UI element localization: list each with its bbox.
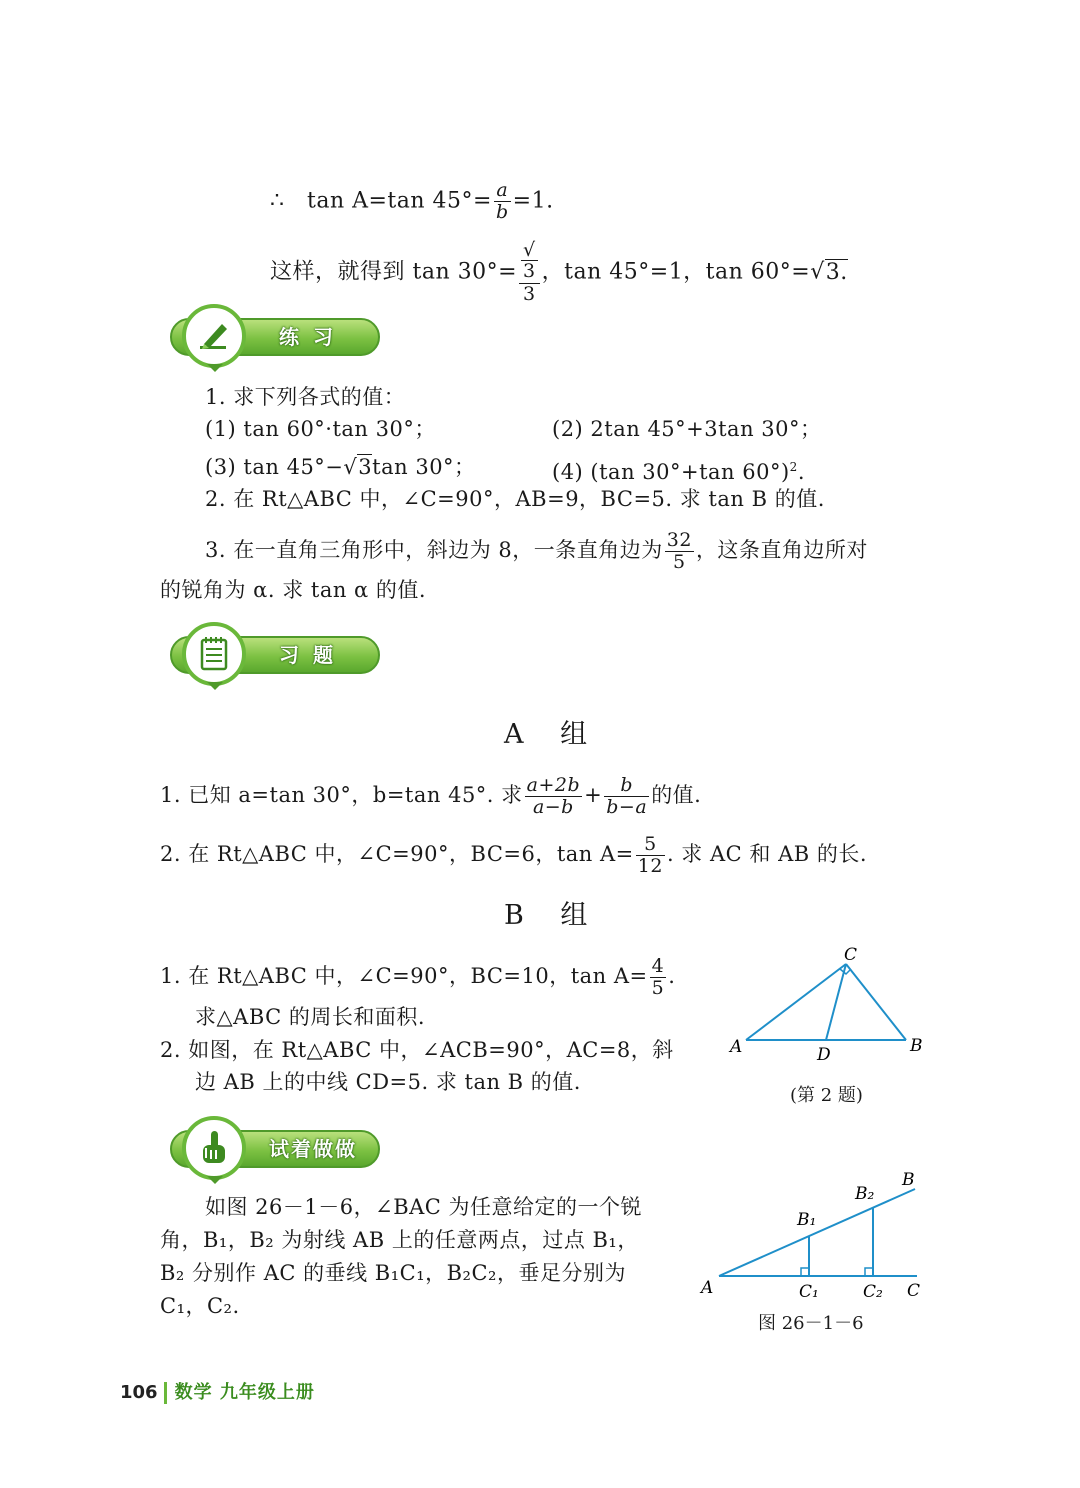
label-b1: B₁ [797, 1210, 817, 1230]
practice-q2: 2. 在 Rt△ABC 中，∠C=90°，AB=9，BC=5. 求 tan B 的值. [205, 487, 825, 511]
book-title: 数学 九年级上册 [174, 1382, 315, 1403]
label-a: A [730, 1037, 743, 1057]
group-a-heading: A 组 [504, 719, 602, 750]
fraction-a-over-b: $\frac{a}{b}$ [495, 179, 509, 223]
practice-banner [158, 318, 382, 358]
summary-line: 这样，就得到 tan 30°= √ 3 3 ，tan 45°=1，tan 60°=√3. [270, 239, 848, 305]
right-angle-c1 [801, 1268, 809, 1276]
try-it-banner [158, 1130, 382, 1170]
practice-q1-stem: 1. 求下列各式的值： [205, 385, 406, 409]
try-it-line3: B₂ 分别作 AC 的垂线 B₁C₁，B₂C₂，垂足分别为 [160, 1261, 626, 1285]
fraction-4-over-5: $\frac{4}{5}$ [651, 955, 665, 999]
group-b-heading: B 组 [504, 900, 602, 931]
try-it-line1: 如图 26－1－6，∠BAC 为任意给定的一个锐 [205, 1195, 643, 1219]
label-b: B [910, 1036, 923, 1056]
label-c: C [844, 945, 858, 965]
label-c: C [907, 1281, 921, 1301]
side-bc [846, 964, 906, 1040]
page-number: 106 [120, 1382, 158, 1403]
exercise-a2: 2. 在 Rt△ABC 中，∠C=90°，BC=6，tan A= $\frac{5}{12}$ . 求 AC 和 AB 的长. [160, 833, 868, 877]
label-d: D [817, 1045, 831, 1065]
ray-ab [719, 1189, 915, 1276]
practice-q3-line2: 的锐角为 α. 求 tan α 的值. [160, 578, 427, 602]
exercise-a1: 1. 已知 a=tan 30°，b=tan 45°. 求 $\frac{a+2b}{a-b}$ + $\frac{b}{b-a}$ 的值. [160, 774, 702, 818]
exercises-title: 习题 [279, 643, 347, 667]
label-b2: B₂ [855, 1184, 875, 1204]
label-a: A [701, 1278, 714, 1298]
practice-q1-4: (4) (tan 30°+tan 60°)$^2$. [552, 460, 805, 484]
angle-figure-26-1-6 [695, 1165, 935, 1305]
fraction-a1-first: $\frac{a+2b}{a-b}$ [526, 774, 581, 818]
exercise-b2-line2: 边 AB 上的中线 CD=5. 求 tan B 的值. [195, 1070, 581, 1094]
triangle-figure-q2 [720, 940, 940, 1070]
footer-divider [164, 1382, 167, 1404]
exercise-b1: 1. 在 Rt△ABC 中，∠C=90°，BC=10，tan A= $\frac{4}{5}$ . [160, 955, 676, 999]
exercises-banner [158, 636, 382, 676]
page-footer [120, 1378, 315, 1404]
notebook-icon [182, 622, 246, 686]
fraction-32-over-5: $\frac{32}{5}$ [666, 529, 692, 573]
practice-q1-2: (2) 2tan 45°+3tan 30°； [552, 417, 822, 441]
fraction-a1-second: $\frac{b}{b-a}$ [606, 774, 648, 818]
median-cd [826, 964, 846, 1040]
practice-q1-1: (1) tan 60°·tan 30°； [205, 417, 436, 441]
exercise-b1-line2: 求△ABC 的周长和面积. [195, 1005, 426, 1029]
practice-q3: 3. 在一直角三角形中，斜边为 8，一条直角边为 $\frac{32}{5}$ ，这条直角边所对 [205, 529, 868, 573]
try-it-line2: 角，B₁，B₂ 为射线 AB 上的任意两点，过点 B₁， [160, 1228, 639, 1252]
fraction-sqrt3-over-3: √ 3 3 [519, 240, 540, 305]
figure-26-1-6-caption: 图 26－1－6 [758, 1313, 864, 1334]
try-it-title: 试着做做 [269, 1137, 357, 1161]
therefore-line: ∴ tan A=tan 45°= $\frac{a}{b}$ =1. [270, 179, 554, 223]
practice-q1-3: (3) tan 45°−√3tan 30°； [205, 455, 476, 479]
exercise-b2-line1: 2. 如图，在 Rt△ABC 中，∠ACB=90°，AC=8，斜 [160, 1038, 674, 1062]
pencil-icon [182, 304, 246, 368]
label-c2: C₂ [863, 1282, 883, 1302]
try-it-line4: C₁，C₂. [160, 1294, 240, 1318]
right-angle-c2 [865, 1268, 873, 1276]
label-c1: C₁ [799, 1282, 819, 1302]
tan45-expression: tan A=tan 45°= [306, 188, 492, 214]
side-ac [746, 964, 846, 1040]
figure-q2-caption: (第 2 题) [790, 1085, 863, 1106]
label-b: B [902, 1170, 915, 1190]
fraction-5-over-12: $\frac{5}{12}$ [637, 833, 663, 877]
pointing-hand-icon [182, 1116, 246, 1180]
practice-title: 练习 [279, 325, 347, 349]
